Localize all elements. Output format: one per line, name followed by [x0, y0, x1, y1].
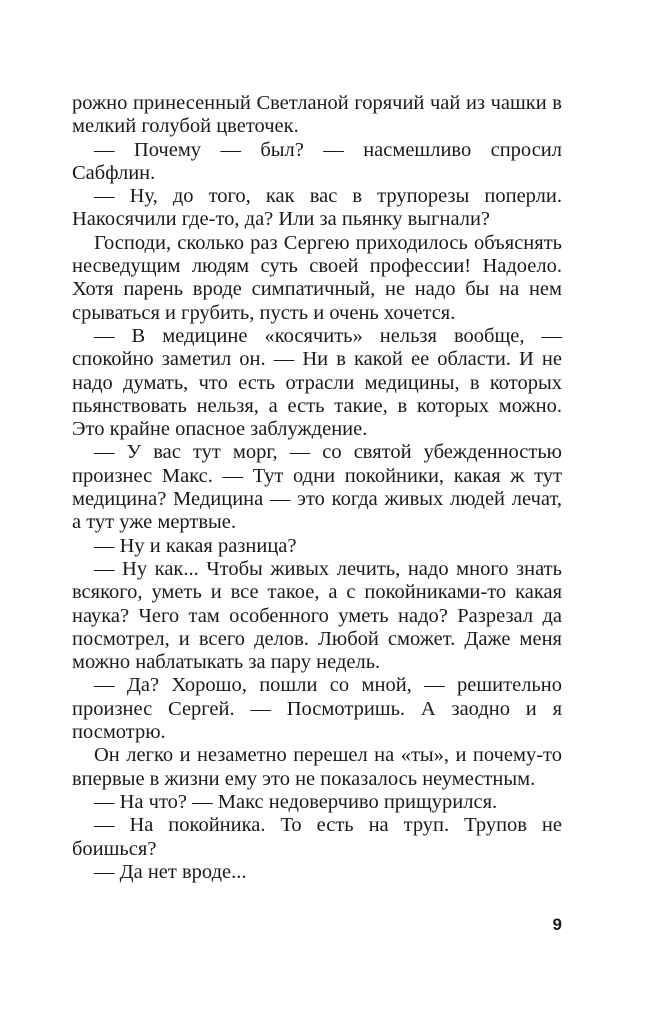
paragraph-11: — На что? — Макс недоверчиво прищурился.: [94, 790, 498, 813]
paragraph-13: — Да нет вроде...: [94, 860, 247, 883]
paragraph-3: — Ну, до того, как вас в трупорезы поперли. Накосячили где-то, да? Или за пьянку выгнали?: [72, 185, 562, 231]
paragraph-6: — У вас тут морг, — со святой убежденностью произнес Макс. — Тут одни покойники, какая ж тут медицина? Медицина — это когда живых людей лечат, а тут уже мертвые.: [72, 441, 562, 534]
paragraph-9: — Да? Хорошо, пошли со мной, — решительно произнес Сергей. — Посмотришь. А заодно и я посмотрю.: [72, 674, 562, 744]
book-page-text: [72, 92, 562, 884]
page-number: 9: [552, 915, 562, 934]
paragraph-4: Господи, сколько раз Сергею приходилось объяснять несведущим людям суть своей профессии! Надоело. Хотя парень вроде симпатичный, не надо бы на нем срываться и грубить, пусть и очень хочется.: [72, 231, 562, 324]
paragraph-1: рожно принесенный Светланой горячий чай из чашки в мелкий голубой цветочек.: [72, 92, 562, 138]
paragraph-7: — Ну и какая разница?: [94, 534, 297, 557]
paragraph-10: Он легко и незаметно перешел на «ты», и почему-то впервые в жизни ему это не показалось неуместным.: [72, 744, 562, 790]
paragraph-5: — В медицине «косячить» нельзя вообще, — спокойно заметил он. — Ни в какой ее области. И не надо думать, что есть отрасли медицины, в которых пьянствовать нельзя, а есть такие, в которых можно. Это крайне опасное заблуждение.: [72, 324, 562, 441]
paragraph-2: — Почему — был? — насмешливо спросил Сабфлин.: [72, 138, 562, 184]
paragraph-12: — На покойника. То есть на труп. Трупов не боишься?: [72, 814, 562, 860]
paragraph-8: — Ну как... Чтобы живых лечить, надо много знать всякого, уметь и все такое, а с покойниками-то какая наука? Чего там особенного уметь надо? Разрезал да посмотрел, и всего делов. Любой сможет. Даже меня можно наблатыкать за пару недель.: [72, 557, 562, 674]
